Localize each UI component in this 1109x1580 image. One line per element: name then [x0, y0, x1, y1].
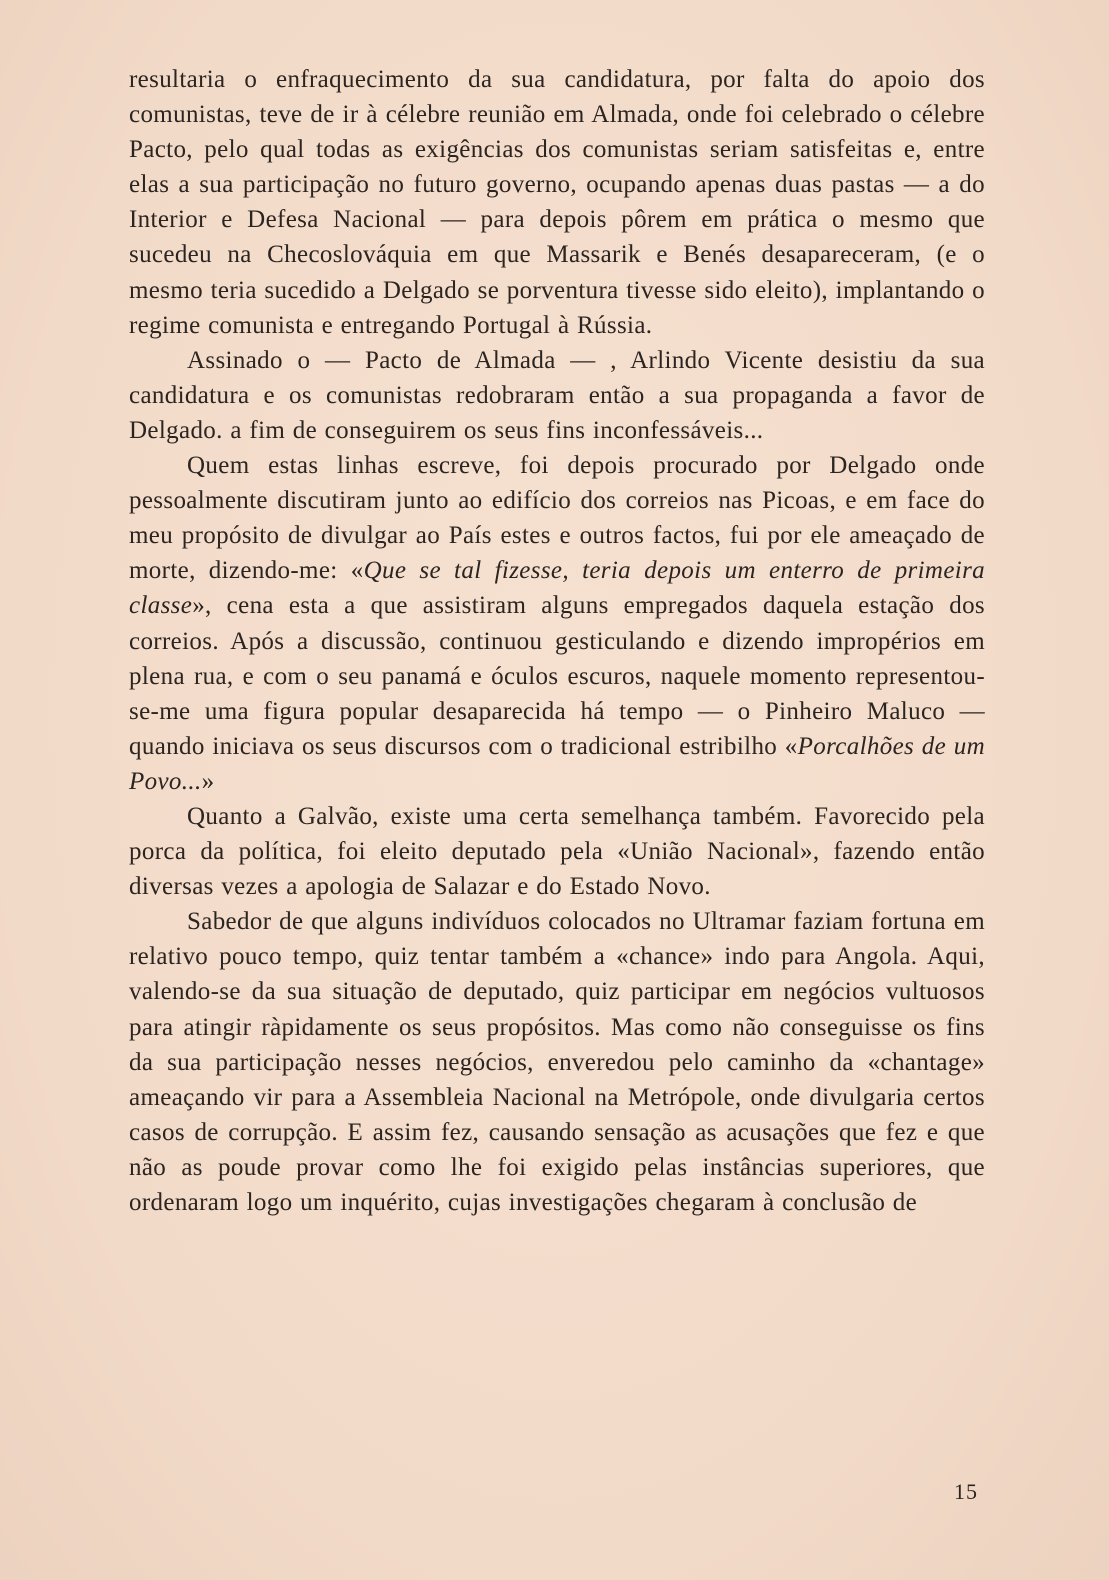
paragraph-3-text-b: », cena esta a que assistiram alguns empregados daquela estação dos correios. Após a discussão, continuou gesticulando e dizendo impropérios em plena rua, e com o seu panamá e óculos escuros, naquele momento representou-se-me uma figura popular desaparecida há tempo — o Pinheiro Maluco — quando iniciava os seus discursos com o tradicional estribilho «	[129, 592, 985, 760]
paragraph-4	[129, 799, 985, 904]
paragraph-3-text-c: »	[201, 767, 215, 795]
paragraph-3-quote-refrain: Porcalhões de um Povo...	[129, 732, 985, 795]
paragraph-3	[129, 448, 985, 799]
paragraph-2	[129, 343, 985, 448]
paragraph-4-text: Quanto a Galvão, existe uma certa semelhança também. Favorecido pela porca da política, foi eleito deputado pela «União Nacional», fazendo então diversas vezes a apologia de Salazar e do Estado Novo.	[129, 802, 985, 901]
paragraph-2-text: Assinado o — Pacto de Almada — , Arlindo Vicente desistiu da sua candidatura e os comunistas redobraram então a sua propaganda a favor de Delgado. a fim de conseguirem os seus fins inconfessáveis...	[129, 346, 985, 444]
page-number: 15	[954, 1479, 978, 1504]
paragraph-3-text-a: Quem estas linhas escreve, foi depois procurado por Delgado onde pessoalmente discutiram junto ao edifício dos correios nas Picoas, e em face do meu propósito de divulgar ao País estes e outros factos, fui por ele ameaçado de morte, dizendo-me: «	[129, 452, 985, 585]
paragraph-1	[129, 62, 985, 343]
body-text	[129, 62, 985, 1220]
paragraph-5	[129, 904, 985, 1220]
paragraph-1-text: resultaria o enfraquecimento da sua candidatura, por falta do apoio dos comunistas, teve de ir à célebre reunião em Almada, onde foi celebrado o célebre Pacto, pelo qual todas as exigências dos comunistas seriam satisfeitas e, entre elas a sua participação no futuro governo, ocupando apenas duas pastas — a do Interior e Defesa Nacional — para depois pôrem em prática o mesmo que sucedeu na Checoslováquia em que Massarik e Benés desapareceram, (e o mesmo teria sucedido a Delgado se porventura tivesse sido eleito), implantando o regime comunista e entregando Portugal à Rússia.	[129, 66, 985, 339]
paragraph-3-quote-threat: Que se tal fizesse, teria depois um enterro de primeira classe	[129, 557, 986, 620]
paragraph-5-text: Sabedor de que alguns indivíduos colocados no Ultramar faziam fortuna em relativo pouco tempo, quiz tentar também a «chance» indo para Angola. Aqui, valendo-se da sua situação de deputado, quiz participar em negócios vultuosos para atingir ràpidamente os seus propósitos. Mas como não conseguisse os fins da sua participação nesses negócios, enveredou pelo caminho da «chantage» ameaçando vir para a Assembleia Nacional na Metrópole, onde divulgaria certos casos de corrupção. E assim fez, causando sensação as acusações que fez e que não as poude provar como lhe foi exigido pelas instâncias superiores, que ordenaram logo um inquérito, cujas investigações chegaram à conclusão de	[129, 908, 985, 1216]
